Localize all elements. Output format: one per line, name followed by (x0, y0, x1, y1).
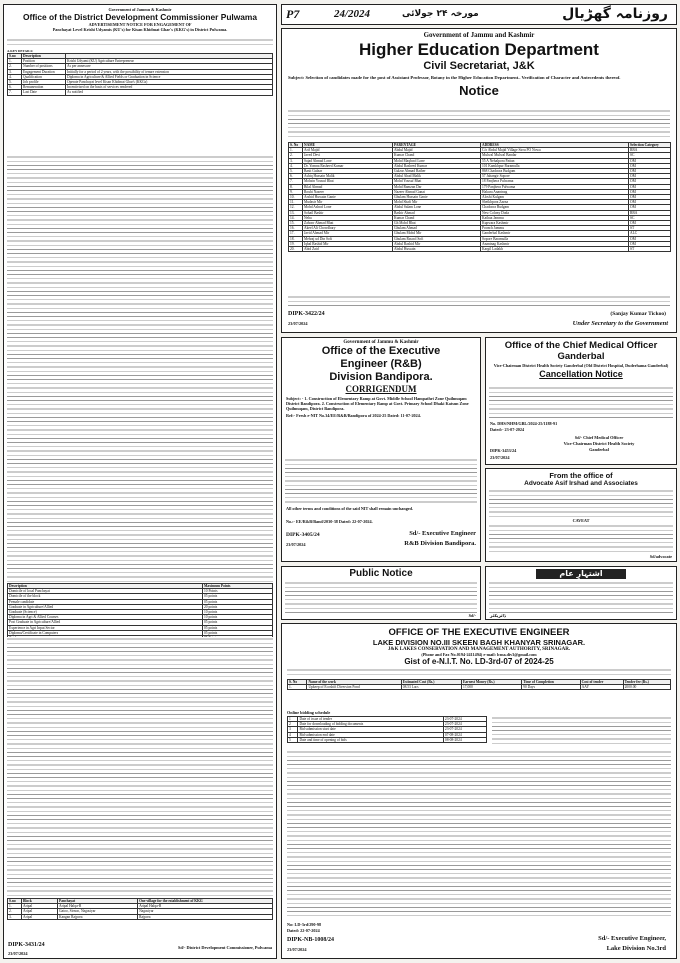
annexure-cell: Post Graduate in Agriculture/Allied (8, 620, 203, 625)
key-details-cell: Krishi Udyami (KU) Agriculture Entrepreneur (66, 59, 273, 64)
selection-cell: OM (629, 179, 671, 184)
selection-cell: Aloshi Kulgam (481, 195, 629, 200)
key-details-cell: Number of positions (22, 64, 66, 69)
lake-works-cell: 08.53 Lacs (401, 685, 461, 690)
selection-cell: 101 Kamkhpur Baramulla (481, 163, 629, 168)
cmo-notice-heading: Cancellation Notice (539, 369, 623, 380)
public-notice-sig: Sd/- (468, 613, 476, 618)
cmo-office-title: Office of the Chief Medical Officer Ganderbal (504, 340, 658, 362)
selection-cell: 8. (289, 184, 303, 189)
lake-works-cell: Upkeep of Ecoshift Diversion Pond (307, 685, 401, 690)
selection-cell: Gulzar Ahmad Rather (393, 169, 481, 174)
selection-cell: Basit Gulzar (303, 169, 393, 174)
schedule-cell: 08-08-2024 (443, 737, 486, 742)
selection-cell: Sopore Baramulla (481, 236, 629, 241)
selection-cell: Nazeer Ahmad Ganai (393, 189, 481, 194)
selection-cell: 179 Panjhera Pulwama (481, 184, 629, 189)
selection-cell: ST (629, 226, 671, 231)
selection-cell: OM (629, 241, 671, 246)
schedule-cell: 23-07-2024 (443, 722, 486, 727)
th-block-sno: S.no (8, 899, 22, 904)
selection-cell: Ghulam Mohd Mir (393, 231, 481, 236)
selection-cell: 11. (289, 200, 303, 205)
selection-cell: OM (629, 189, 671, 194)
rb-office-line-2: Engineer (R&B) (340, 358, 422, 371)
selection-cell: Zahoor Ahmad Bhat (303, 221, 393, 226)
rb-subject: Subject: - 1. Construction of Elementary Ramp at Govt. Middle School Hampathri Zone Quilmuqam District Bandipora. 2. Construction of Elementary Ramp at Govt. Primary School Dhaki Katsun Zone Quilmuqam, District Bandipora. (286, 396, 469, 412)
selection-cell: Gh Mohd Bhat (393, 221, 481, 226)
th-name: NAME (303, 143, 393, 148)
annexure-cell: 20 points (203, 604, 273, 609)
selection-cell: 12. (289, 205, 303, 210)
selection-cell: Anantnag Kashmir (481, 241, 629, 246)
schedule-cell: 23-07-2024 (443, 727, 486, 732)
selection-cell: Sajad Ahmad Lone (303, 158, 393, 163)
rb-corrigendum-heading: CORRIGENDUM (345, 384, 417, 395)
block-cell: Aripal (22, 904, 58, 909)
rb-office-line-3: Division Bandipora. (329, 371, 433, 384)
selection-cell: Iqbal Rashid Mir (303, 241, 393, 246)
selection-cell: Sohail Bashir (303, 210, 393, 215)
cmo-sig-line-1: Sd/- Chief Medical Officer (574, 435, 624, 440)
block-cell: Rajpora (138, 914, 273, 919)
selection-cell: 3. (289, 158, 303, 163)
schedule-cell: 2 (288, 722, 298, 727)
block-row (8, 914, 273, 919)
th-sno: S. No (289, 143, 303, 148)
adv-signature: Sd/advocate (649, 554, 672, 559)
rb-sig-line-2: R&B Division Bandipora. (404, 540, 476, 547)
selection-cell: 19. (289, 241, 303, 246)
selection-cell: OM (629, 200, 671, 205)
selection-cell: Kathua Jammu (481, 215, 629, 220)
schedule-cell: 4 (288, 732, 298, 737)
schedule-cell: 1 (288, 717, 298, 722)
selection-cell: Bilal Ahmad (303, 184, 393, 189)
adv-title: From the office of (549, 471, 613, 480)
selection-cell: Arshid Hussain Ganie (303, 195, 393, 200)
selection-cell: Poonch Jammu (481, 226, 629, 231)
annexure-cell: 05 points (203, 599, 273, 604)
annexure-cell: 10 points (203, 610, 273, 615)
urdu-ad-footer: ڈائریکٹر (490, 613, 506, 618)
annexure-cell: 10 Points (203, 589, 273, 594)
block-cell: Aripal (22, 914, 58, 919)
selection-cell: Kargil Ladakh (481, 247, 629, 252)
hed-gov-line: Government of Jammu and Kashmir (423, 31, 535, 39)
rb-body-text (285, 458, 477, 504)
selection-cell: Ghulam Rasool Sofi (393, 236, 481, 241)
selection-cell: Mohd Ashraf Lone (303, 205, 393, 210)
urdu-ad-title: اشتہارِ عام (536, 569, 626, 579)
hed-subject: Subject: Selection of candidates made for the post of Assistant Professor, Botany in the Higher Education Department– Verification of Character and Antecedents thereof. (288, 75, 621, 80)
annexure-cell: Female candidate (8, 599, 203, 604)
cmo-subtitle: Vice-Chairman District Health Society Ganderbal (Old District Hospital, Duderhama Ganderbal) (493, 363, 669, 368)
th-annex-desc: Description (8, 584, 203, 589)
selection-cell: Ghulam Ahmad (393, 226, 481, 231)
hed-secretariat: Civil Secretariat, J&K (423, 60, 535, 72)
lake-contact: (Phone and Fax No.0194-2411494) e-mail: lcma.div3@gmail.com (421, 652, 537, 658)
selection-cell: OM (629, 205, 671, 210)
key-details-cell: 1. (8, 59, 22, 64)
selection-cell: Mehraj ud Din Sofi (303, 236, 393, 241)
rb-sig-line-1: Sd/- Executive Engineer (409, 530, 476, 537)
cmo-dipk-no: DIPK-3453/24 (490, 448, 517, 453)
selection-cell: Hakura Anantnag (481, 189, 629, 194)
selection-cell: OM (629, 236, 671, 241)
rb-reference: Ref:- Fresh e-NIT No.34/EE/R&B/Bandipora of 2024-25 Dated: 11-07-2024. (286, 413, 421, 419)
selection-cell: New Colony Doda (481, 210, 629, 215)
key-details-cell: Incentivised on the basis of services rendered (66, 85, 273, 90)
selection-cell: 18. (289, 236, 303, 241)
schedule-cell: Bid submission end date (298, 732, 443, 737)
key-details-cell: 4. (8, 74, 22, 79)
hed-body-text (288, 109, 670, 140)
annexure-cell: Diploma/Certificate in Computers (8, 630, 203, 635)
higher-education-notice (281, 28, 677, 333)
rb-order-no: No.:- EE/R&B/Band/2030-38 Dated: 22-07-2024. (286, 519, 373, 524)
th-sno: S.no (8, 54, 22, 59)
selection-cell: OM (629, 184, 671, 189)
selection-cell: Neha (303, 215, 393, 220)
hed-sig-name: (Sanjay Kumar Tickoo) (610, 311, 666, 317)
schedule-cell: 23-07-2024 (443, 717, 486, 722)
annexure-cell: 05 points (203, 620, 273, 625)
schedule-cell: Bid submission start date (298, 727, 443, 732)
key-details-table (7, 53, 273, 96)
selection-cell: OM (629, 174, 671, 179)
block-cell: 1. (8, 904, 22, 909)
hed-selection-table (288, 142, 671, 252)
selection-cell: Bashir Ahmad (393, 210, 481, 215)
selection-cell: Mohd Yousuf Bhat (393, 179, 481, 184)
annexure-cell: 05 points (203, 630, 273, 635)
selection-cell: 868 Chadoora Budgam (481, 169, 629, 174)
ad-gov-line: Government of Jammu & Kashmir (108, 7, 172, 12)
block-cell: Gatoo, Sirnoo, Nagasiyar (58, 909, 138, 914)
hed-notice-heading: Notice (459, 82, 499, 98)
annexure-cell: 10 points (203, 615, 273, 620)
rb-dipk-no: DIPK-3405/24 (286, 532, 320, 538)
advocate-caveat (485, 468, 677, 562)
th-annex-points: Maximum Points (203, 584, 273, 589)
hed-dipk-no: DIPK-3422/24 (288, 311, 325, 317)
lake-dipk-no: DIPK-NB-1008/24 (287, 937, 334, 943)
schedule-cell: 5 (288, 737, 298, 742)
lake-sig-line-1: Sd/- Executive Engineer, (598, 935, 666, 942)
selection-cell: Akeel Ali Chowdhary (303, 226, 393, 231)
key-details-label: A.KEY DETAILS: (7, 49, 34, 53)
selection-cell: Abdul Rasheed Kumar (393, 163, 481, 168)
lake-schedule-table (287, 716, 487, 743)
lake-schedule-notes (492, 716, 671, 746)
lake-works-row (288, 685, 671, 690)
block-cell: 2. (8, 909, 22, 914)
selection-cell: OM (629, 195, 671, 200)
annexure-cell: 05 points (203, 594, 273, 599)
lake-works-table (287, 679, 671, 690)
selection-cell: Sheikhpora Zazna (481, 200, 629, 205)
block-cell: Aripal (22, 909, 58, 914)
key-details-cell: 5. (8, 80, 22, 85)
lake-order-no: No: LD-3rd/290-98 (287, 922, 322, 927)
ad-intro-text (7, 38, 273, 48)
selection-cell: Abdul Hussain (393, 247, 481, 252)
block-cell: Aripal Halqa-B (58, 904, 138, 909)
key-details-cell: Position (22, 59, 66, 64)
annexure-cell: Domicile of the block (8, 594, 203, 599)
cmo-ganderbal-notice (485, 337, 677, 465)
selection-cell: OM (629, 163, 671, 168)
key-details-row (8, 90, 273, 95)
lake-intro-text (287, 668, 671, 677)
selection-cell: 14. (289, 215, 303, 220)
schedule-cell: 07-08-2024 (443, 732, 486, 737)
ad-office-title: Office of the District Development Commissioner Pulwama (22, 12, 258, 23)
selection-cell: OM (629, 158, 671, 163)
selection-cell: 17. (289, 231, 303, 236)
lake-works-cell: 2000.00 (623, 685, 670, 690)
selection-cell: 20. (289, 247, 303, 252)
selection-cell: RBA (629, 148, 671, 153)
urdu-advertisement (485, 566, 677, 620)
key-details-cell: Job profile (22, 80, 66, 85)
rb-dipk-date: 23/07/2024 (286, 542, 306, 547)
selection-cell: 9. (289, 189, 303, 194)
key-details-cell: 7. (8, 90, 22, 95)
annexure-cell: Domicile of local Panchayat (8, 589, 203, 594)
adv-body-text (489, 524, 673, 554)
selection-cell: ALC (629, 231, 671, 236)
selection-cell: Arif Majid (303, 148, 393, 153)
lake-works-header: Earnest Money (Rs.) (461, 680, 521, 685)
key-details-cell: 3. (8, 69, 22, 74)
lake-office-line-3: J&K LAKES CONSERVATION AND MANAGEMENT AUTHORITY, SRINAGAR. (387, 647, 571, 652)
schedule-cell: 3 (288, 727, 298, 732)
schedule-cell: Date of issue of tender (298, 717, 443, 722)
selection-cell: Dr. Yomna Rasheed Kumar (303, 163, 393, 168)
annexure-table (7, 583, 273, 641)
selection-cell: Mohd Ramzan Dar (393, 184, 481, 189)
cmo-order-no: No. DHS/NHM/GBL/2024-25/1188-91 (490, 421, 558, 426)
selection-cell: 15. (289, 221, 303, 226)
hed-footer-text (288, 295, 670, 308)
lake-schedule-label: Online bidding schedule (287, 710, 331, 715)
selection-cell: Abdul Ahad Malik (393, 174, 481, 179)
annexure-cell: Graduate in Agriculture/Allied (8, 604, 203, 609)
key-details-cell: Operate Panchayat level Kisan Khidmat Ghar's (KKGs) (66, 80, 273, 85)
selection-cell: 6. (289, 174, 303, 179)
lake-order-date: Dated: 22-07-2024 (287, 928, 320, 933)
selection-cell: RBA (629, 210, 671, 215)
th-description: Description (22, 54, 66, 59)
key-details-cell: 2. (8, 64, 22, 69)
selection-cell: OM (629, 221, 671, 226)
selection-cell: 10. (289, 195, 303, 200)
rb-all-terms: All other terms and conditions of the said NIT shall remain unchanged. (286, 506, 414, 511)
ad-notice-subtitle: Panchayat Level Krishi Udyamis (KU's) for Kisan Khidmat Ghar's (KKG's) in District Pulwama. (52, 27, 228, 33)
public-notice-heading: Public Notice (349, 568, 413, 579)
selection-cell: Chadoora Budgam (481, 205, 629, 210)
lake-works-header: Tender fee (Rs.) (623, 680, 670, 685)
schedule-cell: Date for downloading of bidding documents (298, 722, 443, 727)
lake-office-line-1: OFFICE OF THE EXECUTIVE ENGINEER (388, 627, 570, 638)
hed-sig-title: Under Secretary to the Government (572, 320, 668, 327)
selection-row (289, 247, 671, 252)
selection-cell: 16. (289, 226, 303, 231)
th-panchayat: Panchayat (58, 899, 138, 904)
masthead-date: 24/2024 (334, 8, 371, 20)
key-details-cell: Qualification (22, 74, 66, 79)
lake-division-nit (281, 623, 677, 959)
adv-parties-text (489, 489, 673, 517)
urdu-ad-body (489, 581, 673, 613)
selection-cell: Rouhi Nazeer (303, 189, 393, 194)
selection-cell: Kupwara Kashmir (481, 221, 629, 226)
selection-cell: Mulwal Mulwal Bandar (481, 153, 629, 158)
rb-gov-line: Government of Jammu & Kashmir (343, 340, 419, 345)
selection-cell: Javid Ahmad Mir (303, 231, 393, 236)
key-details-cell: Initially for a period of 2 years, with the possibility of tenure extension (66, 69, 273, 74)
hed-dept-title: Higher Education Department (359, 40, 599, 59)
masthead (281, 4, 677, 25)
lake-works-cell: 90 Days (522, 685, 581, 690)
lake-office-line-2: LAKE DIVISION NO.III SKEEN BAGH KHANYAR SRINAGAR. (372, 638, 586, 647)
key-details-cell: As notified (66, 90, 273, 95)
selection-cell: Abdul Salam Lone (393, 205, 481, 210)
selection-cell: 1. (289, 148, 303, 153)
selection-cell: Ashiq Hussain Malik (303, 174, 393, 179)
lake-gist-heading: Gist of e-N.I.T. No. LD-3rd-07 of 2024-25 (404, 657, 554, 667)
block-cell: Aripal Halqa-B (138, 904, 273, 909)
selection-cell: 2. (289, 153, 303, 158)
selection-cell: 13. (289, 210, 303, 215)
th-category: Selection Category (629, 143, 671, 148)
ad-dipk-date: 23/07/2024 (8, 951, 28, 956)
selection-cell: SC (629, 153, 671, 158)
selection-cell: 18 Panjhera Pulwama (481, 179, 629, 184)
lake-works-cell: 17,000 (461, 685, 521, 690)
ad-body-text-2 (7, 637, 273, 897)
selection-cell: Mohd Shafi Mir (393, 200, 481, 205)
cmo-order-date: Dated:- 23-07-2024 (490, 427, 525, 432)
key-details-cell: As per annexure (66, 64, 273, 69)
lake-dipk-date: 23/07/2024 (287, 947, 307, 952)
key-details-cell: Last Date (22, 90, 66, 95)
selection-cell: 5. (289, 169, 303, 174)
lake-works-cell: 1. (288, 685, 307, 690)
public-notice-body (285, 581, 477, 615)
annexure-cell: 05 points (203, 625, 273, 630)
lake-works-header: Name of the work (307, 680, 401, 685)
page-number: P7 (286, 7, 300, 21)
lake-works-cell: AAY (580, 685, 623, 690)
key-details-cell: Diploma in Agriculture & Allied Fields or Graduation in Science (66, 74, 273, 79)
paper-name: روزنامہ گھڑیال (562, 6, 668, 22)
selection-cell: 4. (289, 163, 303, 168)
cmo-body-text (489, 386, 673, 420)
selection-cell: Kumar Chand (393, 153, 481, 158)
hed-dipk-date: 23/07/2024 (288, 321, 308, 326)
lake-works-header: Time of Completion (522, 680, 581, 685)
block-cell: Nagasiyar (138, 909, 273, 914)
annexure-cell: Diploma in Agri & Allied Courses (8, 615, 203, 620)
ad-signature: Sd/- District Development Commissioner, Pulwama (177, 945, 272, 950)
ad-dipk-no: DIPK-3431/24 (8, 942, 45, 948)
selection-cell: 55 A Nehalpora Pattan (481, 158, 629, 163)
selection-cell: 7. (289, 179, 303, 184)
ad-notice-title: ADVERTISEMENT NOTICE FOR ENGAGEMENT OF (88, 22, 192, 28)
selection-cell: SC (629, 215, 671, 220)
key-details-cell: 6. (8, 85, 22, 90)
selection-cell: Javed Devi (303, 153, 393, 158)
annexure-cell: Graduate (Science) (8, 610, 203, 615)
th-address: ADDRESS (481, 143, 629, 148)
selection-cell: 57 Jahangir Sopore (481, 174, 629, 179)
masthead-date-urdu: مورخہ ۲۴ جولائی (402, 9, 479, 19)
selection-cell: Mohsin Yousuf Bhat (303, 179, 393, 184)
adv-caveat-label: CAVEAT (572, 518, 590, 523)
lake-works-header: Cost of tender (580, 680, 623, 685)
cmo-sig-line-2: Vice-Chairman District Health Society (563, 441, 635, 446)
key-details-cell: Engagement Duration (22, 69, 66, 74)
key-details-cell: Remuneration (22, 85, 66, 90)
lake-terms-text (287, 750, 671, 918)
selection-cell: C/o Abdul Majid Village Sirru PO Nowa (481, 148, 629, 153)
selection-cell: OM (629, 169, 671, 174)
annexure-cell: Experience in Agri Input Sector (8, 625, 203, 630)
selection-cell: Ganderbal Kashmir (481, 231, 629, 236)
rb-bandipora-corrigendum (281, 337, 481, 562)
th-block: Block (22, 899, 58, 904)
schedule-row (288, 737, 487, 742)
selection-cell: ST (629, 247, 671, 252)
selection-cell: Abdul Majid (393, 148, 481, 153)
public-notice (281, 566, 481, 620)
selection-cell: Abdul Rashid Mir (393, 241, 481, 246)
cmo-dipk-date: 23/07/2024 (490, 455, 510, 460)
lake-sig-line-2: Lake Division No.3rd (606, 945, 666, 952)
th-village: One village for the establishment of KKG (138, 899, 273, 904)
ddc-pulwama-advertisement (3, 4, 277, 959)
block-cell: Kangan Rajpora (58, 914, 138, 919)
block-cell: 3. (8, 914, 22, 919)
selection-cell: Mohd Maqbool Lone (393, 158, 481, 163)
rb-office-line-1: Office of the Executive (321, 345, 441, 358)
th-parentage: PARENTAGE (393, 143, 481, 148)
selection-cell: Kumar Chand (393, 215, 481, 220)
lake-works-header: S. No (288, 680, 307, 685)
selection-cell: Abid Zaid (303, 247, 393, 252)
cmo-sig-line-3: Ganderbal (589, 447, 609, 452)
selection-cell: Ghulam Hussain Ganie (393, 195, 481, 200)
block-table (7, 898, 273, 920)
adv-subtitle: Advocate Asif Irshad and Associates (524, 480, 638, 487)
selection-cell: Mudasir Mir (303, 200, 393, 205)
lake-works-header: Estimated Cost (Rs.) (401, 680, 461, 685)
schedule-cell: Date and time of opening of bids (298, 737, 443, 742)
